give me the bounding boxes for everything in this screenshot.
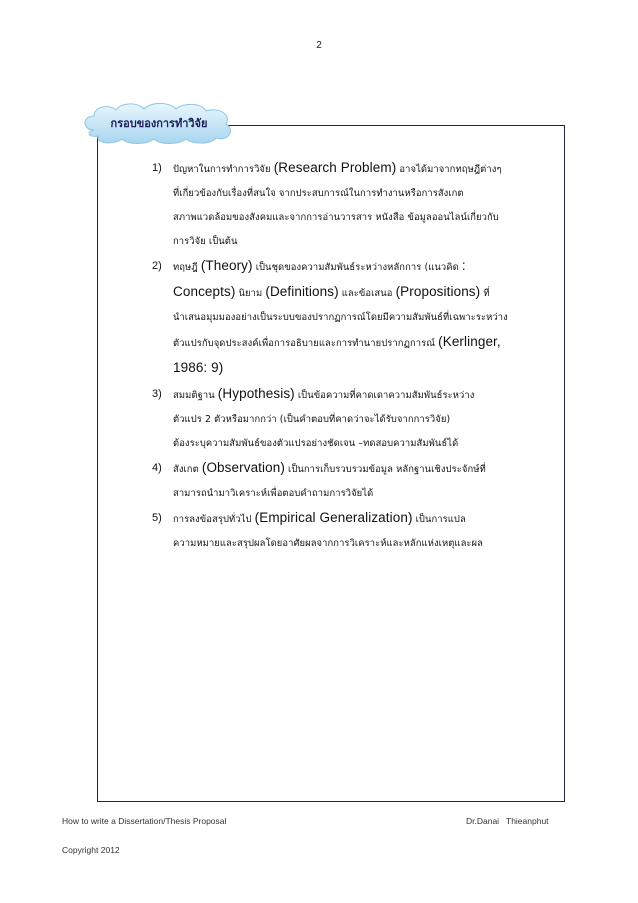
- list-item: [152, 456, 562, 506]
- footer-author: Dr.Danai Thieanphut: [466, 816, 549, 826]
- english-term: (Kerlinger,: [438, 334, 501, 349]
- list-item-line: [173, 254, 562, 280]
- thai-text: นิยาม: [235, 288, 266, 299]
- english-term: (Empirical Generalization): [254, 510, 413, 525]
- list-item-line: [173, 356, 562, 382]
- english-term: :: [461, 258, 466, 273]
- list-item-line: [173, 506, 562, 532]
- list-item-line: [173, 456, 562, 482]
- english-term: Concepts): [173, 284, 236, 299]
- english-term: 1986: 9): [173, 360, 224, 375]
- thai-text: ทฤษฎี: [173, 262, 201, 273]
- list-item-number: 4): [152, 462, 162, 474]
- banner-title: กรอบของการทำวิจัย: [110, 117, 208, 130]
- thai-text: ตัวแปร 2 ตัวหรือมากกว่า (เป็นคำตอบที่คาดว่าจะได้รับจากการวิจัย): [173, 414, 451, 425]
- list-item: [152, 156, 562, 254]
- list-item-line: [173, 280, 562, 306]
- thai-text: ต้องระบุความสัมพันธ์ของตัวแปรอย่างชัดเจน –ทดสอบความสัมพันธ์ได้: [173, 438, 459, 449]
- list-item: [152, 506, 562, 556]
- title-banner: [80, 100, 238, 146]
- english-term: (Research Problem): [273, 160, 397, 175]
- english-term: (Theory): [200, 258, 253, 273]
- list-item-number: 3): [152, 388, 162, 400]
- thai-text: เป็นข้อความที่คาดเดาความสัมพันธ์ระหว่าง: [294, 390, 475, 401]
- list-item-line: [173, 330, 562, 356]
- list-item-line: [173, 156, 562, 182]
- thai-text: ตัวแปรกับจุดประสงค์เพื่อการอธิบายและการทำนายปรากฏการณ์: [173, 338, 439, 349]
- thai-text: การลงข้อสรุปทั่วไป: [173, 514, 255, 525]
- thai-text: การวิจัย เป็นต้น: [173, 236, 238, 247]
- thai-text: สังเกต: [173, 464, 202, 475]
- list-item-line: [173, 182, 562, 206]
- list-item-line: [173, 382, 562, 408]
- list-item-line: [173, 408, 562, 432]
- list-item-line: [173, 206, 562, 230]
- framework-list: [152, 156, 562, 556]
- footer-document-title: How to write a Dissertation/Thesis Proposal: [62, 816, 227, 826]
- footer-copyright: Copyright 2012: [62, 845, 120, 855]
- thai-text: และข้อเสนอ: [338, 288, 396, 299]
- thai-text: เป็นชุดของความสัมพันธ์ระหว่างหลักการ (แนวคิด: [252, 262, 462, 273]
- thai-text: สามารถนำมาวิเคราะห์เพื่อตอบคำถามการวิจัยได้: [173, 488, 374, 499]
- list-item: [152, 254, 562, 382]
- list-item: [152, 382, 562, 456]
- thai-text: ที่เกี่ยวข้องกับเรื่องที่สนใจ จากประสบการณ์ในการทำงานหรือการสังเกต: [173, 188, 464, 199]
- list-item-line: [173, 532, 562, 556]
- list-item-number: 5): [152, 512, 162, 524]
- page-number: 2: [316, 40, 322, 51]
- thai-text: เป็นการแปล: [412, 514, 466, 525]
- list-item-line: [173, 432, 562, 456]
- thai-text: เป็นการเก็บรวบรวมข้อมูล หลักฐานเชิงประจักษ์ที่: [284, 464, 486, 475]
- english-term: (Definitions): [265, 284, 339, 299]
- thai-text: อาจได้มาจากทฤษฎีต่างๆ: [396, 164, 502, 175]
- english-term: (Observation): [201, 460, 285, 475]
- list-item-line: [173, 306, 562, 330]
- thai-text: ปัญหาในการทำการวิจัย: [173, 164, 274, 175]
- thai-text: สภาพแวดล้อมของสังคมและจากการอ่านวารสาร หนังสือ ข้อมูลออนไลน์เกี่ยวกับ: [173, 212, 499, 223]
- list-item-line: [173, 230, 562, 254]
- thai-text: นำเสนอมุมมองอย่างเป็นระบบของปรากฏการณ์โดยมีความสัมพันธ์ที่เฉพาะระหว่าง: [173, 312, 508, 323]
- thai-text: ที่: [480, 288, 490, 299]
- list-item-number: 2): [152, 260, 162, 272]
- thai-text: ความหมายและสรุปผลโดยอาศัยผลจากการวิเคราะห์และหลักแห่งเหตุและผล: [173, 538, 483, 549]
- list-item-number: 1): [152, 162, 162, 174]
- list-item-line: [173, 482, 562, 506]
- thai-text: สมมติฐาน: [173, 390, 218, 401]
- english-term: (Hypothesis): [217, 386, 295, 401]
- english-term: (Propositions): [395, 284, 481, 299]
